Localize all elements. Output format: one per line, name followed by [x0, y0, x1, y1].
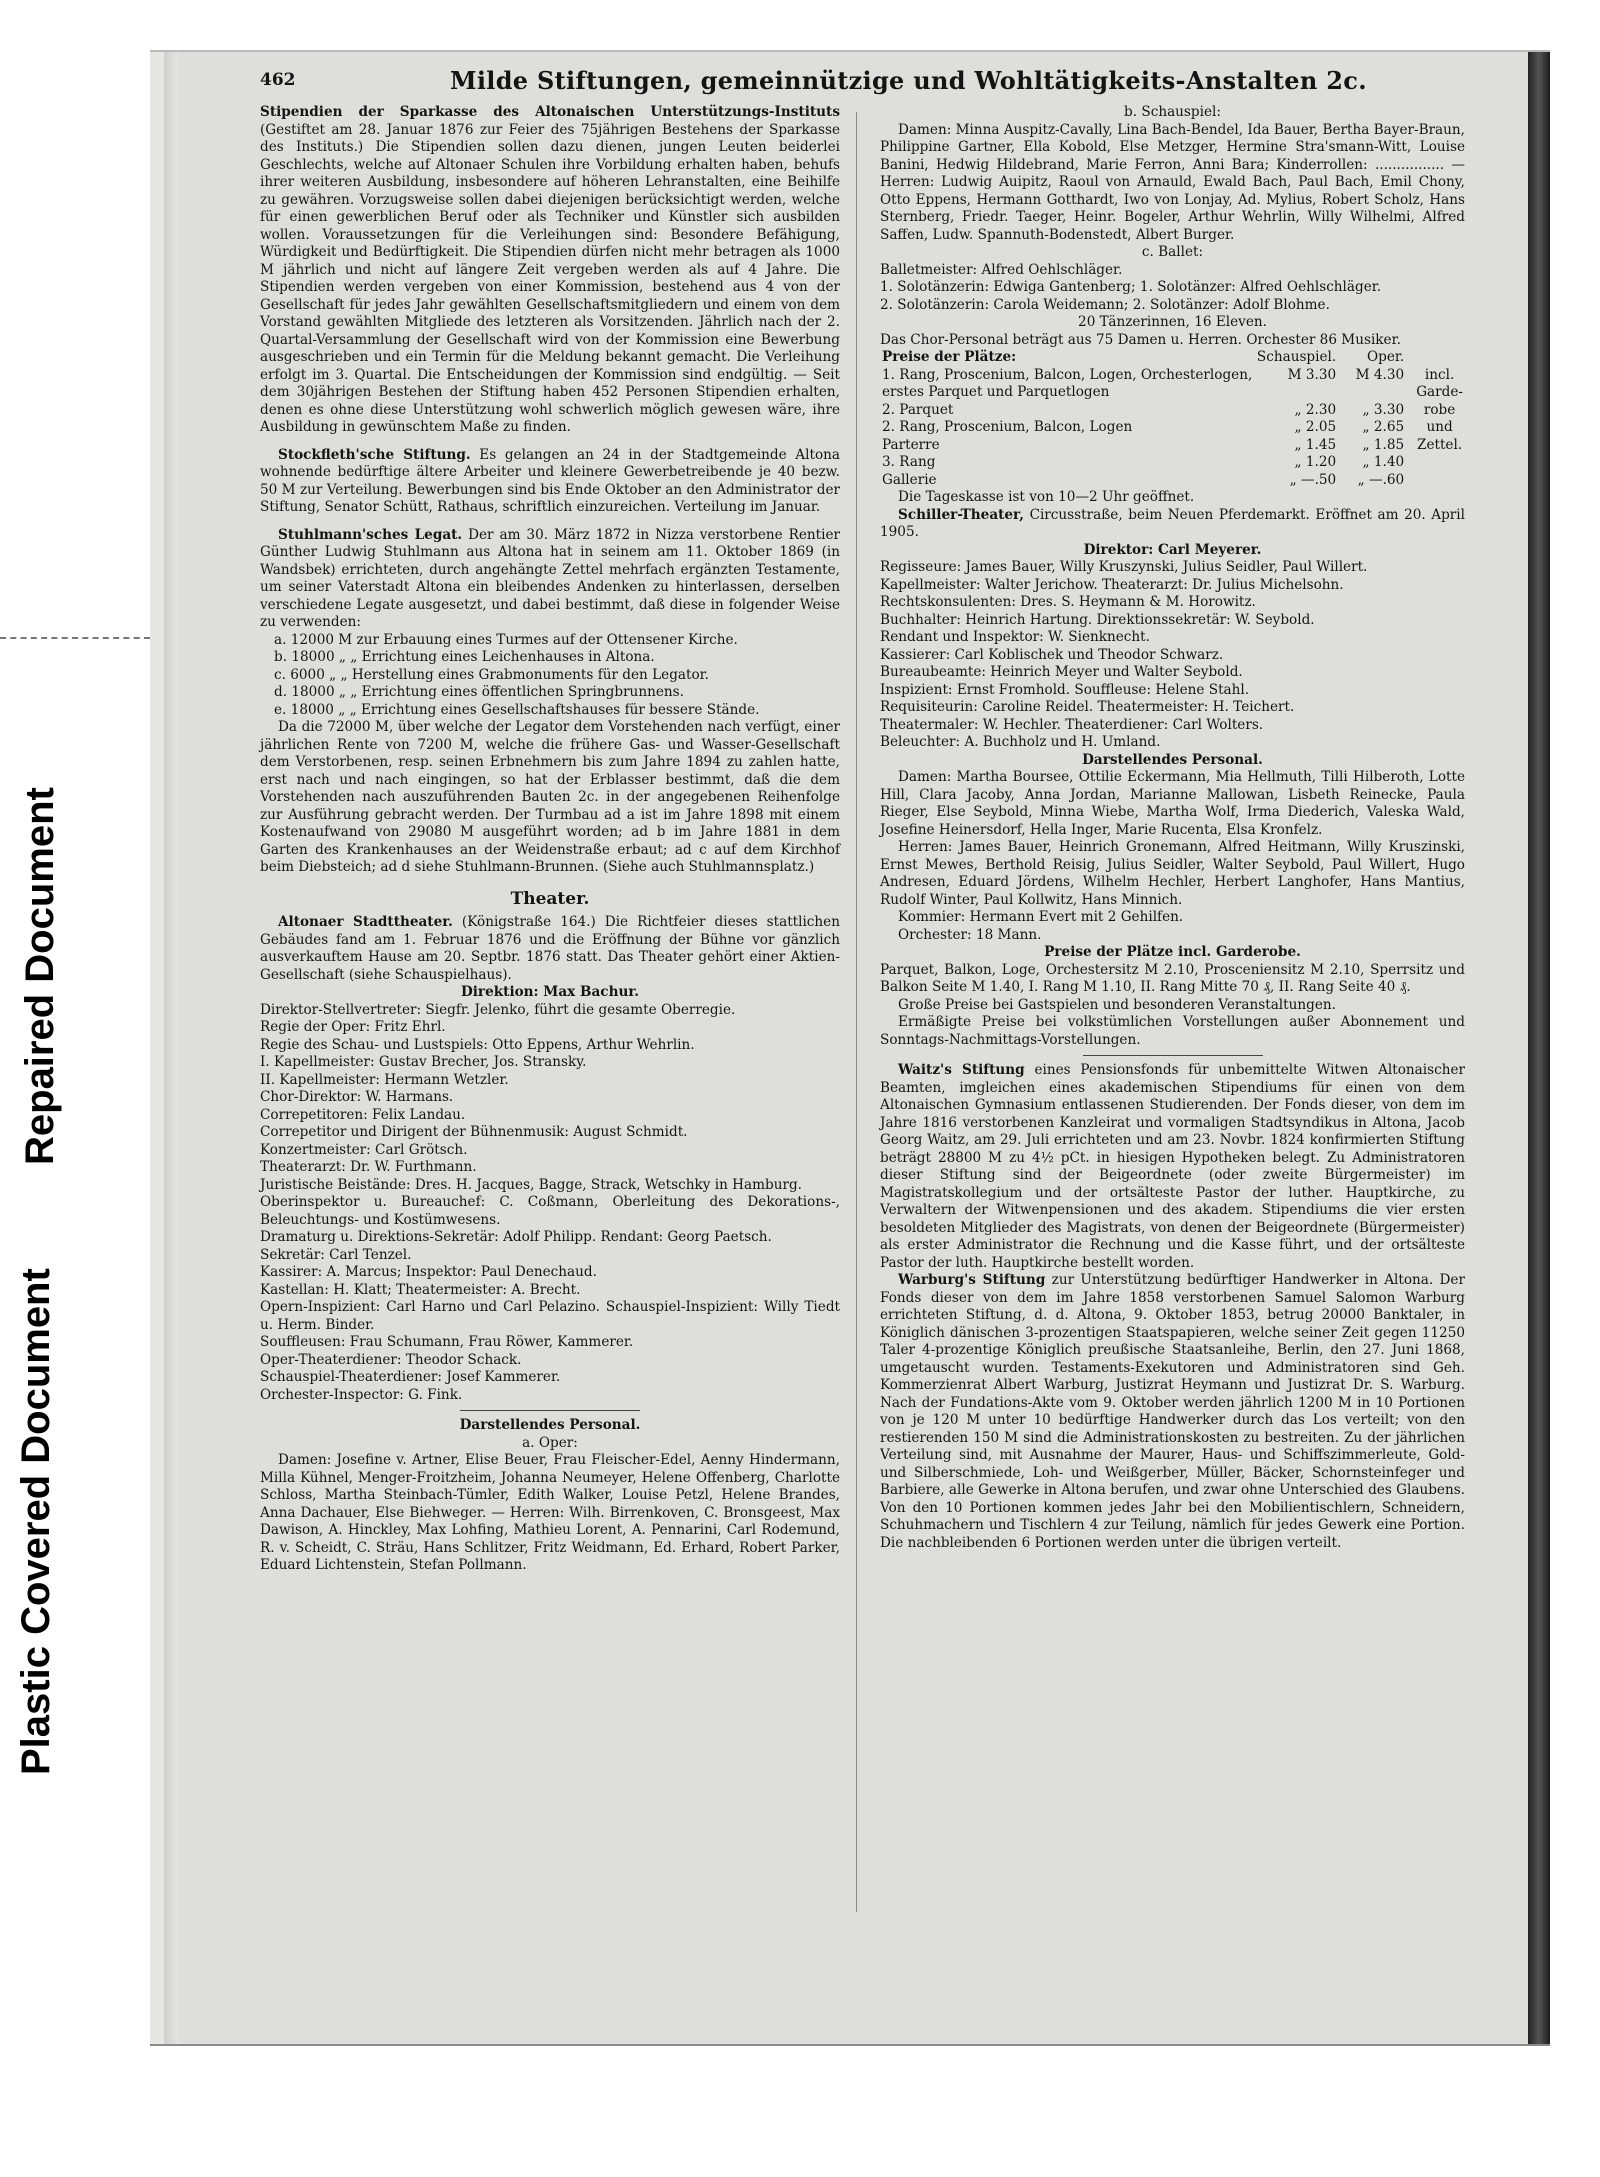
personal-heading: Darstellendes Personal.: [459, 1417, 641, 1433]
staff-line: Requisiteurin: Caroline Reidel. Theatermeister: H. Teichert.: [880, 699, 1295, 715]
table-row: [880, 472, 1465, 490]
table-row: [880, 419, 1465, 437]
prices-note: incl. Garde- robe und Zettel.: [1416, 366, 1463, 453]
staff-line: Regie des Schau- und Lustspiels: Otto Eppens, Arthur Wehrlin.: [260, 1036, 695, 1053]
price-oper: „ —.60: [1357, 471, 1405, 488]
staff-line: Regisseure: James Bauer, Willy Kruszynski, Julius Seidler, Paul Willert.: [880, 559, 1368, 575]
stuhlmann-text-2: Da die 72000 M, über welche der Legator dem Vorstehenden nach verfügt, einer jährlichen Rente von 7200 M, welche die frühere Gas- und Wasser-Gesellschaft dem Verstorbenen, resp. seinen Erbnehmern bis zum Jahre 1894 zu zahlen hatte, erst nach und nach eingingen, so hat der Erblasser bestimmt, daß die dem Vorstehenden nach auszuführenden Bauten 2c. in der angegebenen Reihenfolge zur Ausführung gebracht werden. Der Turmbau ad a ist im Jahre 1898 mit einem Kostenaufwand von 29080 M ausgeführt worden; ad b im Jahre 1881 in dem Garten des Krankenhauses an der Weidenstraße erbaut; ad c auf dem Kirchhof beim Diebsteich; ad d siehe Stuhlmann-Brunnen. (Siehe auch Stuhlmannsplatz.): [260, 719, 840, 875]
price-schauspiel: „ 1.20: [1294, 454, 1337, 470]
sparkasse-entry: [260, 104, 840, 437]
ballet-heading: c. Ballet:: [1141, 244, 1204, 260]
price-oper: „ 1.85: [1362, 436, 1405, 453]
stuhlmann-heading: Stuhlmann'sches Legat.: [278, 526, 463, 543]
warburg-heading: Warburg's Stiftung: [898, 1272, 1046, 1288]
sparkasse-heading: Stipendien der Sparkasse des Altonaischen Unterstützungs-Instituts: [260, 104, 840, 120]
price-label: Gallerie: [882, 471, 937, 488]
list-item: d. 18000 „ „ Errichtung eines öffentlichen Springbrunnens.: [274, 684, 684, 700]
column-divider: [856, 112, 857, 1912]
staff-line: Konzertmeister: Carl Grötsch.: [260, 1141, 468, 1158]
staff-line: Orchester-Inspector: G. Fink.: [260, 1386, 463, 1403]
staff-line: Sekretär: Carl Tenzel.: [260, 1246, 412, 1263]
price-label: Parterre: [882, 436, 940, 453]
price-label: 1. Rang, Proscenium, Balcon, Logen, Orchesterlogen, erstes Parquet und Parquetlogen: [882, 366, 1253, 400]
list-item: b. 18000 „ „ Errichtung eines Leichenhauses in Altona.: [274, 649, 655, 665]
warburg-entry: [880, 1272, 1465, 1552]
schauspiel-text: Damen: Minna Auspitz-Cavally, Lina Bach-Bendel, Ida Bauer, Bertha Bayer-Braun, Philippine Gartner, Ella Kobold, Else Metzger, Hermine Stra'smann-Witt, Louise Banini, Hedwig Hildebrand, Marie Ferron, Anni Bara; Kinderrollen: ................ — Herren: Ludwig Auipitz, Raoul von Arnauld, Ewald Bach, Paul Bach, Emil Chony, Otto Eppens, Hermann Gotthardt, Iwo von Lonjay, Ad. Mylius, Robert Scholz, Hans Sternberg, Friedr. Taeger, Heinr. Bogeler, Arthur Wehrlin, Willy Wilhelmi, Alfred Saffen, Ludw. Spannuth-Bodenstedt, Albert Burger.: [880, 121, 1465, 243]
price-oper: „ 1.40: [1362, 454, 1405, 470]
stockfleth-text: Es gelangen an 24 in der Stadtgemeinde Altona wohnende bedürftige ältere Arbeiter und kleinere Gewerbetreibende je 40 bezw. 50 M zur Verteilung. Bewerbungen sind bis Ende Oktober an den Administrator der Stiftung, Senator Schütt, Rathaus, schriftlich einzureichen. Verteilung im Januar.: [260, 446, 840, 515]
price-oper: „ 3.30: [1362, 401, 1405, 418]
book-page: [164, 52, 1528, 2044]
price-schauspiel: „ 2.05: [1294, 419, 1337, 435]
staff-line: Beleuchter: A. Buchholz und H. Umland.: [880, 734, 1161, 750]
staff-line: Correpetitor und Dirigent der Bühnenmusik: August Schmidt.: [260, 1124, 688, 1140]
stadttheater-text: (Königstraße 164.) Die Richtfeier dieses stattlichen Gebäudes fand am 1. Februar 1876 und die Eröffnung der Bühne vor gänzlich ausverkauftem Hause am 20. Septbr. 1876 statt. Das Theater gehört einer Aktien-Gesellschaft (siehe Schauspielhaus).: [260, 914, 840, 983]
price-oper: „ 2.65: [1362, 419, 1405, 435]
schiller-kommier: Kommier: Hermann Evert mit 2 Gehilfen.: [898, 909, 1184, 925]
staff-line: Inspizient: Ernst Fromhold. Souffleuse: Helene Stahl.: [880, 681, 1250, 698]
schiller-preise-note: Ermäßigte Preise bei volkstümlichen Vorstellungen außer Abonnement und Sonntags-Nachmittags-Vorstellungen.: [880, 1014, 1465, 1048]
schiller-preise-text: Parquet, Balkon, Loge, Orchestersitz M 2.10, Prosceniensitz M 2.10, Sperrsitz und Balkon Seite M 1.40, I. Rang M 1.10, II. Rang Mitte 70 ₰, II. Rang Seite 40 ₰.: [880, 961, 1465, 995]
scanned-page-area: [150, 50, 1550, 2046]
staff-line: Chor-Direktor: W. Harmans.: [260, 1089, 454, 1105]
stadttheater-staff-list: [260, 1002, 840, 1405]
schiller-preise-heading: Preise der Plätze incl. Garderobe.: [1044, 944, 1301, 960]
waitz-text: eines Pensionsfonds für unbemittelte Witwen Altonaischer Beamten, imgleichen eines akademischen Stipendiums für einen von dem Altonaischen Gymnasium entlassenen Studierenden. Der Fonds dieser, von dem im Jahre 1816 verstorbenen Kanzleirat und vormaligen Stadtsyndikus in Altona, Jacob Georg Waitz, am 29. Juli errichteten und am 23. Novbr. 1824 konfirmierten Stiftung beträgt 28800 M zu 4½ pCt. in hiesigen Hypotheken belegt. Zu Administratoren dieser Stiftung sind der Beigeordnete (oder zweite Bürgermeister) im Magistratskollegium und der ortsälteste Pastor der luther. Hauptkirche, zu Verwaltern der Witwenpensionen und des akadem. Stipendiums die vier ersten besoldeten Mitglieder des Magistrats, von denen der Beigeordnete (Bürgermeister) als erster Administrator die Rechnung und die Kasse führt, und der ortsälteste Pastor der luth. Hauptkirche bestellt worden.: [880, 1062, 1465, 1271]
sparkasse-text: (Gestiftet am 28. Januar 1876 zur Feier des 75jährigen Bestehens der Sparkasse des Instituts.) Die Stipendien sollen dazu dienen, jungen Leuten beiderlei Geschlechts, welche auf Altonaer Schulen ihre Vorbildung erhalten haben, behufs ihrer weiteren Ausbildung, insbesondere auf höheren Lehranstalten, eine Beihilfe zu gewähren. Vorzugsweise sollen dabei diejenigen berücksichtigt werden, welche für einen gewerblichen Beruf oder als Techniker und Künstler sich ausbilden wollen. Voraussetzungen für die Verleihungen sind: Besondere Befähigung, Würdigkeit und Bedürftigkeit. Die Stipendien dürfen nicht mehr betragen als 1000 M jährlich und nicht auf längere Zeit vergeben werden als auf 4 Jahre. Die Stipendien werden vergeben von einer Kommission, bestehend aus 4 von der Gesellschaft für jedes Jahr gewählten Gesellschaftsmitgliedern und einem von dem Vorstand gewählten Mitgliede des letzteren als Vorsitzenden. Jährlich nach der 2. Quartal-Versammlung der Gesellschaft wird von der Kommission eine Bewerbung ausgeschrieben und ein Termin für die Meldung bekannt gemacht. Die Verleihung erfolgt im 3. Quartal. Die Entscheidungen der Kommission sind endgültig. — Seit dem 30jährigen Bestehen der Stiftung haben 452 Personen Stipendien erhalten, denen es ohne diese Unterstützung wohl schwerlich möglich gewesen wäre, ihre Ausbildung in gewünschtem Maße zu finden.: [260, 121, 840, 435]
staff-line: Direktor-Stellvertreter: Siegfr. Jelenko, führt die gesamte Oberregie.: [260, 1001, 736, 1018]
stuhlmann-entry: [260, 527, 840, 632]
staff-line: Kassirer: A. Marcus; Inspektor: Paul Denechaud.: [260, 1264, 597, 1280]
staff-line: Kastellan: H. Klatt; Theatermeister: A. Brecht.: [260, 1281, 581, 1298]
plastic-covered-label: Plastic Covered Document: [14, 1268, 58, 1775]
page-edge-shadow: [164, 52, 178, 2044]
schiller-text: Circusstraße, beim Neuen Pferdemarkt. Eröffnet am 20. April 1905.: [880, 506, 1466, 540]
section-rule: [460, 1410, 640, 1411]
right-column: [880, 104, 1465, 1552]
staff-line: I. Kapellmeister: Gustav Brecher, Jos. Stransky.: [260, 1054, 587, 1070]
table-row: [880, 437, 1465, 455]
schiller-orchester: Orchester: 18 Mann.: [898, 926, 1042, 943]
table-row: [880, 367, 1465, 402]
staff-line: Souffleusen: Frau Schumann, Frau Röwer, Kammerer.: [260, 1334, 634, 1350]
dashed-divider: [0, 637, 150, 639]
table-row: [880, 349, 1465, 367]
price-label: 3. Rang: [882, 454, 936, 470]
price-label: 2. Parquet: [882, 401, 954, 418]
stuhlmann-text: Der am 30. März 1872 in Nizza verstorbene Rentier Günther Ludwig Stuhlmann aus Altona hat in seinem am 11. Oktober 1869 (in Wandsbek) errichteten, durch angehängte Zettel mehrfach ergänzten Testamente, um seiner Vaterstadt Altona ein bleibendes Andenken zu hinterlassen, derselben verschiedene Legate ausgesetzt, und dabei bestimmt, daß diese in folgender Weise zu verwenden:: [260, 526, 841, 630]
staff-line: Oberinspektor u. Bureauchef: C. Coßmann, Oberleitung des Dekorations-, Beleuchtungs- und Kostümwesens.: [260, 1194, 840, 1228]
price-schauspiel: M 3.30: [1287, 366, 1337, 383]
section-rule: [1083, 1055, 1263, 1056]
price-schauspiel: „ —.50: [1289, 471, 1337, 488]
page-header: [260, 66, 1512, 106]
schiller-heading: Schiller-Theater,: [898, 506, 1024, 523]
staff-line: Kassierer: Carl Koblischek und Theodor Schwarz.: [880, 646, 1224, 663]
staff-line: Kapellmeister: Walter Jerichow. Theaterarzt: Dr. Julius Michelsohn.: [880, 576, 1344, 593]
schauspiel-heading: b. Schauspiel:: [1124, 104, 1221, 120]
table-row: [880, 402, 1465, 420]
waitz-heading: Waitz's Stiftung: [898, 1062, 1025, 1078]
staff-line: Regie der Oper: Fritz Ehrl.: [260, 1019, 446, 1035]
price-oper: M 4.30: [1355, 366, 1405, 383]
prices-heading: Preise der Plätze:: [882, 349, 1017, 365]
ballet-line: 2. Solotänzerin: Carola Weidemann; 2. Solotänzer: Adolf Blohme.: [880, 296, 1330, 313]
list-item: a. 12000 M zur Erbauung eines Turmes auf der Ottensener Kirche.: [274, 631, 738, 648]
schiller-direktor: Direktor: Carl Meyerer.: [1083, 541, 1262, 558]
staff-line: Juristische Beistände: Dres. H. Jacques, Bagge, Strack, Wetschky in Hamburg.: [260, 1176, 802, 1193]
theater-heading: Theater.: [510, 888, 590, 909]
stadttheater-heading: Altonaer Stadttheater.: [278, 914, 453, 930]
prices-col-schauspiel: Schauspiel.: [1256, 349, 1337, 365]
oper-heading: a. Oper:: [522, 1434, 578, 1451]
staff-line: Oper-Theaterdiener: Theodor Schack.: [260, 1351, 522, 1368]
schiller-herren: Herren: James Bauer, Heinrich Gronemann, Alfred Heitmann, Willy Kruszinski, Ernst Mewes, Berthold Reisig, Julius Seidler, Walter Seybold, Paul Willert, Hugo Andresen, Eduard Jördens, Wilhelm Hechler, Herbert Langhofer, Hans Mantius, Rudolf Winter, Paul Kollwitz, Hans Minnich.: [880, 839, 1465, 908]
stockfleth-heading: Stockfleth'sche Stiftung.: [278, 446, 471, 463]
staff-line: Theaterarzt: Dr. W. Furthmann.: [260, 1159, 477, 1175]
page-number: 462: [260, 70, 296, 90]
schiller-preise-note: Große Preise bei Gastspielen und besonderen Veranstaltungen.: [898, 996, 1336, 1013]
ballet-line: 20 Tänzerinnen, 16 Eleven.: [1078, 314, 1267, 330]
oper-text: Damen: Josefine v. Artner, Elise Beuer, Frau Fleischer-Edel, Aenny Hindermann, Milla Kühnel, Menger-Froitzheim, Johanna Neumeyer, Helene Offenberg, Charlotte Schloss, Martha Steinbach-Tümler, Edith Walker, Louise Petzl, Helene Brandes, Anna Dachauer, Else Biehweger. — Herren: Wilh. Birrenkoven, C. Bronsgeest, Max Dawison, A. Hinckley, Max Lohfing, Mathieu Lorent, A. Pennarini, Carl Rodemund, R. v. Scheidt, C. Sträu, Hans Schlitzer, Fritz Weidmann, Ed. Erhard, Robert Parker, Eduard Lichtenstein, Stefan Pollmann.: [260, 1452, 840, 1573]
staff-line: Theatermaler: W. Hechler. Theaterdiener: Carl Wolters.: [880, 716, 1264, 733]
repaired-document-label: Repaired Document: [18, 787, 62, 1165]
warburg-text: zur Unterstützung bedürftiger Handwerker in Altona. Der Fonds dieser von dem im Jahre 1858 verstorbenen Samuel Salomon Warburg errichteten Stiftung, d. d. Altona, 9. Oktober 1853, betrug 20000 Banktaler, in Königlich dänischen 3-prozentigen Staatspapieren, welche seiner Zeit gegen 11250 Taler 4-prozentige Königlich preußische Staatsanleihe, Berlin, den 27. Juni 1868, umgetauscht wurden. Testaments-Exekutoren und Administratoren sind Geh. Kommerzienrat Albert Warburg, Justizrat Heymann und Justizrat Dr. S. Warburg. Nach der Fundations-Akte vom 9. Oktober werden jährlich 1200 M in 10 Portionen von je 120 M unter 10 bedürftige Handwerker durch das Los verteilt; von den restierenden 150 M sind die Administrationskosten zu bestreiten. Zu der jährlichen Verteilung sind, mit Ausnahme der Maurer, Haus- und Schiffszimmerleute, Gold- und Silberschmiede, Loh- und Weißgerber, Müller, Bäcker, Schornsteinfeger und Barbiere, alle Gewerke in Altona berufen, und zwar ohne Unterschied des Glaubens. Von den 10 Portionen kommen jedes Jahr bei den Mobilientischlern, Schneidern, Schuhmachern und Tischlern 4 zur Teilung, nämlich für jedes Gewerk eine Portion. Die nachbleibenden 6 Portionen werden unter die übrigen verteilt.: [880, 1272, 1465, 1551]
list-item: e. 18000 „ „ Errichtung eines Gesellschaftshauses für bessere Stände.: [274, 701, 760, 718]
table-row: [880, 454, 1465, 472]
staff-line: Dramaturg u. Direktions-Sekretär: Adolf Philipp. Rendant: Georg Paetsch.: [260, 1229, 772, 1245]
schiller-damen: Damen: Martha Boursee, Ottilie Eckermann, Mia Hellmuth, Tilli Hilberoth, Lotte Hill, Clara Jacoby, Anna Jordan, Marianne Mallowan, Lisbeth Reinecke, Paula Rieger, Else Seybold, Minna Wiebe, Martha Wolf, Irma Diederich, Valeska Wald, Josefine Heinersdorf, Hella Inger, Marie Rucenta, Elsa Kronfelz.: [880, 769, 1465, 838]
ballet-line: Balletmeister: Alfred Oehlschläger.: [880, 261, 1123, 278]
staff-line: Rechtskonsulenten: Dres. S. Heymann & M. Horowitz.: [880, 594, 1256, 610]
staff-line: Schauspiel-Theaterdiener: Josef Kammerer.: [260, 1369, 561, 1385]
stockfleth-entry: [260, 447, 840, 517]
ballet-line: 1. Solotänzerin: Edwiga Gantenberg; 1. Solotänzer: Alfred Oehlschläger.: [880, 279, 1382, 295]
direktion-line: Direktion: Max Bachur.: [460, 984, 639, 1000]
waitz-entry: [880, 1062, 1465, 1272]
price-label: 2. Rang, Proscenium, Balcon, Logen: [882, 419, 1133, 435]
tageskasse-note: Die Tageskasse ist von 10—2 Uhr geöffnet.: [898, 489, 1195, 505]
prices-col-oper: Oper.: [1366, 349, 1405, 365]
book-gutter: [1528, 52, 1550, 2044]
staff-line: Correpetitoren: Felix Landau.: [260, 1106, 466, 1123]
staff-line: Buchhalter: Heinrich Hartung. Direktionssekretär: W. Seybold.: [880, 611, 1315, 628]
list-item: c. 6000 „ „ Herstellung eines Grabmonuments für den Legator.: [274, 666, 709, 683]
price-schauspiel: „ 1.45: [1294, 436, 1337, 453]
stuhlmann-legate-list: [260, 632, 840, 720]
schiller-personal-heading: Darstellendes Personal.: [1082, 751, 1263, 768]
staff-line: II. Kapellmeister: Hermann Wetzler.: [260, 1071, 509, 1088]
left-column: [260, 104, 840, 1575]
staff-line: Opern-Inspizient: Carl Harno und Carl Pelazino. Schauspiel-Inspizient: Willy Tiedt u. Herm. Binder.: [260, 1299, 840, 1333]
schiller-staff-list: [880, 559, 1465, 752]
chor-text: Das Chor-Personal beträgt aus 75 Damen u. Herren. Orchester 86 Musiker.: [880, 331, 1401, 348]
prices-table: [880, 349, 1465, 489]
stadttheater-entry: [260, 914, 840, 984]
price-schauspiel: „ 2.30: [1294, 401, 1337, 418]
staff-line: Bureaubeamte: Heinrich Meyer und Walter Seybold.: [880, 664, 1243, 680]
staff-line: Rendant und Inspektor: W. Sienknecht.: [880, 629, 1150, 645]
page-title: Milde Stiftungen, gemeinnützige und Wohltätigkeits-Anstalten 2c.: [450, 66, 1367, 95]
schiller-entry: [880, 507, 1465, 542]
